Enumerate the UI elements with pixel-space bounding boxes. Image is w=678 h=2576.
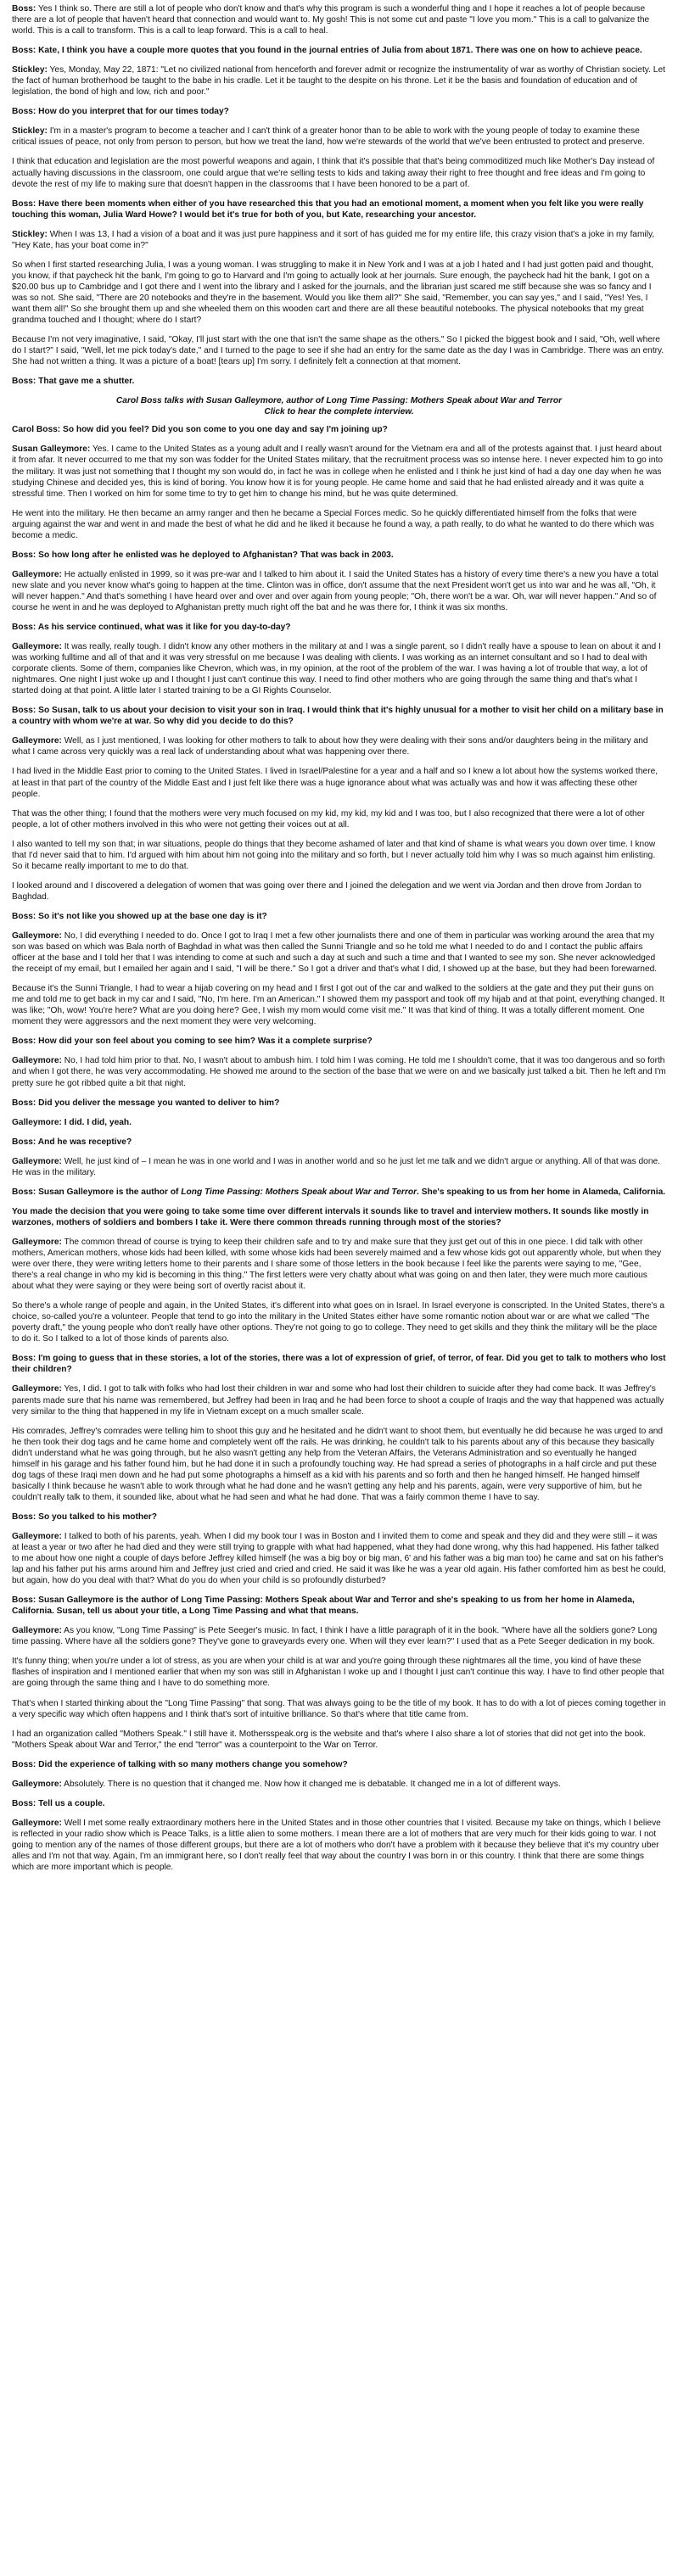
speaker-label: Boss: xyxy=(12,46,36,56)
transcript-paragraph xyxy=(12,126,666,148)
speaker-label: Galleymore: xyxy=(12,931,62,941)
speaker-label: Boss: xyxy=(12,623,36,633)
transcript-paragraph xyxy=(12,983,666,1027)
paragraph-text: No, I had told him prior to that. No, I wasn't about to ambush him. I told him I was coming. He told me I shouldn't come, that it was too dangerous and so forth and when I got there, he was very accommodating. He showed me around to the section of the base that we were on and we basically just talked a bit. Then he left and I'm pretty sure he got ribbed quite a bit that night. xyxy=(12,1056,666,1088)
transcript-paragraph xyxy=(12,1625,666,1647)
speaker-label: Boss: xyxy=(12,1512,36,1522)
speaker-label: Stickley: xyxy=(12,126,48,137)
speaker-label: Stickley: xyxy=(12,229,48,239)
transcript-paragraph xyxy=(12,45,666,56)
speaker-label: Galleymore: xyxy=(12,1117,62,1127)
paragraph-text: I had an organization called "Mothers Speak." I still have it. Mothersspeak.org is the website and that's where I also share a lot of stories that did not get into the book. "Mothers Speak about War and Terror," the end "terror" was a counterpoint to the War on Terror. xyxy=(12,1729,647,1750)
paragraph-text: I did. I did, yeah. xyxy=(61,1117,132,1127)
transcript-paragraph xyxy=(12,198,666,221)
transcript-paragraph xyxy=(12,735,666,757)
paragraph-text: How do you interpret that for our times today? xyxy=(36,107,229,117)
paragraph-text: Yes. I came to the United States as a young adult and I really wasn't around for the Vietnam era and all of the protests against that. I just heard about it from afar. It never occurred to me that my son was fodder for the United States military, that the recruitment process was so intense here. I never expected him to go into the military. It was just not something that I thought my son would do, in fact he was in college when he enlisted and I think he just kind of had a day one day when he was studying Chinese and decided yes, this is kind of boring. You know how it is for young people. He came home and said that he had enlisted already and it was quite a stressful time. Then I worked on him for some time to try to get him to change his mind, but he was quite determined. xyxy=(12,444,664,499)
transcript-paragraph xyxy=(12,1237,666,1292)
speaker-label: Galleymore: xyxy=(12,1384,62,1394)
transcript-paragraph xyxy=(12,229,666,251)
speaker-label: Galleymore: xyxy=(12,1531,62,1541)
speaker-label: Boss: xyxy=(12,1354,36,1364)
paragraph-text: No, I did everything I needed to do. Once I got to Iraq I met a few other journalists there and one of them in particular was working around the area that my son was based on which was Bala north of Baghdad in what was then called the Sunni Triangle and so he told me what I needed to do and I contact the public affairs officer at the base and I told her that I was intending to come at such and such a day at such and such a time and that I wanted to see my son. She never acknowledged the receipt of my email, but I emailed her again and I said, "I will be there." So I got a driver and that's what I did, I showed up at the base, but they had been forewarned. xyxy=(12,931,658,975)
paragraph-text: Susan Galleymore is the author of Long Time Passing: Mothers Speak about War and Terror and she's speaking to us from her home in Alameda, California. Susan, tell us about your title, a Long Time Passing and what that means. xyxy=(12,1595,635,1617)
transcript-paragraph xyxy=(12,106,666,117)
paragraph-text: It's funny thing; when you're under a lot of stress, as you are when your child is at war and you're going through these nightmares all the time, you kind of have these flashes of inspiration and I mentioned earlier that when my son was still in Afghanistan I woke up and I thought I just can't continue this way. I have to find other people that are going through the same thing and I have to do something more. xyxy=(12,1657,664,1689)
transcript-paragraph xyxy=(12,1353,666,1375)
paragraph-text: He actually enlisted in 1999, so it was pre-war and I talked to him about it. I said the United States has a history of every time there's a new you have a total new slate and you never know what's going to happen at the time. Clinton was in office, don't assume that the next President won't get us into war and he was all, "Oh, it will never happen." And that's something I have heard over and over and over again from young people; "Oh, there won't be a war. Oh, war will never happen." And so of course he went in and he was deployed to Afghanistan pretty much right off the bat and he was there for, I think it was six months. xyxy=(12,569,658,612)
paragraph-text: So when I first started researching Julia, I was a young woman. I was struggling to make it in New York and I was at a job I hated and I had just gotten paid and thought, you know, if that paycheck hit the bank, I'm going to go to Harvard and I'm going to actually look at her journals. Sure enough, the paycheck had hit the bank, I got on a $20.00 bus up to Cambridge and I got there and I went into the library and I asked for the journals, and the librarian just scared me stiff because she was so fancy and I was so not. She said, "There are 20 notebooks and they're in the basement. Would you like them all?" She said, "Remember, you can say yes," and I said, "Yes! Yes, I want them all!" So she brought them up and she wheeled them on this wooden cart and there are all these beautiful notebooks. The physical notebooks that my great grandma touched and I thought; where do I start? xyxy=(12,260,654,326)
speaker-label: Boss: xyxy=(12,1759,36,1769)
transcript-paragraph xyxy=(12,1595,666,1617)
speaker-label: Galleymore: xyxy=(12,1156,62,1166)
speaker-label: Boss: xyxy=(12,1098,36,1108)
host-bio-paragraph xyxy=(12,1187,666,1198)
paragraph-text: Did you deliver the message you wanted to deliver to him? xyxy=(36,1098,280,1108)
paragraph-text: So how did you feel? Did you son come to you one day and say I'm joining up? xyxy=(60,425,388,435)
paragraph-text: I also wanted to tell my son that; in war situations, people do things that they become ashamed of later and that kind of shame is what wears you down over time. I know that I'd never said that to him. I'd argued with him about him not going into the military and so forth, but I never actually told him why I was so much against him enlisting. So it became really important to me to do that. xyxy=(12,839,656,871)
paragraph-text: That gave me a shutter. xyxy=(36,377,135,387)
paragraph-text: Yes, Monday, May 22, 1871: "Let no civilized national from henceforth and forever admit or recognize the instrumentality of war as worthy of Christian society. Let the fact of human brotherhood be taught to the babe in his cradle. Let it be taught to the despite on his throne. Let it be the basis and foundation of education and of legislation, the bond of high and low, rich and poor." xyxy=(12,65,665,98)
transcript-paragraph xyxy=(12,508,666,541)
transcript-paragraph xyxy=(12,1036,666,1047)
speaker-label: Boss: xyxy=(12,1798,36,1808)
paragraph-text: It was really, really tough. I didn't know any other mothers in the military at and I was a single parent, so I didn't really have a spouse to lean on about it and I was working fulltime and all of that and it was very stressful on me because I was dealing with clients. I was working as an internet consultant and so I had to deal with corporate clients. Some of them, companies like Chevron, which was, in my opinion, at the root of the problem of the war. I was having a lot of trouble that way, a lot of nightmares. One night I just woke up and I thought I just can't continue this way. I need to find other mothers who are going through the same thing and that's what I started doing at that point. A little later I started training to be a GI Rights Counselor. xyxy=(12,642,661,696)
transcript-paragraph xyxy=(12,424,666,435)
paragraph-text: Well I met some really extraordinary mothers here in the United States and in those other countries that I visited. Because my take on things, which I believe is reflected in your radio show which is Peace Talks, is a little alien to some mothers. I mean there are a lot of mothers that are very much for their kids going to war. I not going to mention any of the names of those different groups, but there are a lot of mothers who don't have a problem with it because they believe that it's my country uber alles and I'm not that way. Again, I'm an immigrant here, so I don't really feel that way about the country I was born in or this country. I think that there are some things which are more important which is people. xyxy=(12,1818,661,1873)
paragraph-text: I had lived in the Middle East prior to coming to the United States. I lived in Israel/Palestine for a year and a half and so I knew a lot about how the systems worked there, at least in that part of the country of the Middle East and I just felt like there was a huge ignorance about what was actually was and how it was affecting these other people. xyxy=(12,767,658,799)
book-title: Long Time Passing: Mothers Speak about War and Terror xyxy=(326,396,563,406)
transcript-paragraph xyxy=(12,1656,666,1689)
transcript-paragraph xyxy=(12,930,666,975)
paragraph-text: So Susan, talk to us about your decision to visit your son in Iraq. I would think that it's highly unusual for a mother to visit her child on a military base in a country with whom we're at war. So why did you decide to do this? xyxy=(12,706,664,727)
transcript-paragraph xyxy=(12,260,666,326)
speaker-label: Stickley: xyxy=(12,65,48,75)
transcript-paragraph xyxy=(12,1798,666,1809)
transcript-paragraph xyxy=(12,1383,666,1417)
speaker-label: Galleymore: xyxy=(12,1818,62,1828)
paragraph-text: I think that education and legislation are the most powerful weapons and again, I think that it's possible that that's being commoditized much like Mother's Day instead of actually having discussions in the classroom, one could argue that we're selling tests to kids and taking away their right to free thought and free ideas and I'm going to devote the rest of my life to making sure that doesn't happen in the classrooms that I have been honored to be a part of. xyxy=(12,157,655,189)
transcript-paragraph xyxy=(12,1779,666,1790)
speaker-label: Galleymore: xyxy=(12,569,62,579)
speaker-label: Boss: xyxy=(12,1595,36,1606)
speaker-label: Boss: xyxy=(12,1137,36,1147)
transcript-paragraph xyxy=(12,569,666,613)
speaker-label: Boss: xyxy=(12,377,36,387)
interview-heading-line xyxy=(12,395,666,406)
transcript-paragraph xyxy=(12,156,666,189)
transcript-paragraph xyxy=(12,1137,666,1148)
speaker-label: Boss: xyxy=(12,706,36,716)
paragraph-text: Absolutely. There is no question that it changed me. Now how it changed me is debatable. It changed me in a lot of different ways. xyxy=(61,1779,561,1789)
transcript-paragraph xyxy=(12,1055,666,1088)
transcript-part-galleymore xyxy=(12,424,666,1177)
transcript-part-galleymore-cont xyxy=(12,1206,666,1873)
speaker-label: Boss: xyxy=(12,550,36,560)
transcript-paragraph xyxy=(12,808,666,830)
paragraph-text: I talked to both of his parents, yeah. When I did my book tour I was in Boston and I invited them to come and speak and they did and they were still – it was at least a year or two after he had died and they were still trying to grapple with what had happened, what they had done wrong, why this had happened. His father talked to me about how one night a couple of days before Jeffrey killed himself (he was a big boy or big man, 6' and his father was a big man too) he came and sat on his father's lap and his father put his arms around him and Jeffrey just cried and cried and cried. He said it was like he was a year old again. His father comforted him as best he could, but again, how do you deal with that? What do you do when your child is so profoundly disturbed? xyxy=(12,1531,666,1586)
paragraph-text: When I was 13, I had a vision of a boat and it was just pure happiness and it sort of has guided me for my entire life, this crazy vision that's a joke in my family, "Hey Kate, has your boat come in?" xyxy=(12,229,655,250)
paragraph-text: Yes, I did. I got to talk with folks who had lost their children in war and some who had lost their children to suicide after they had come back. It was Jeffrey's parents made sure that his name was remembered, but Jeffrey had been in Iraq and he had been force to shoot a couple of Iraqis and the way that happened was actually very similar to the thing that happened in my life in Vietnam except on a much smaller scale. xyxy=(12,1384,664,1417)
speaker-label: Boss: xyxy=(12,911,36,921)
paragraph-text: Have there been moments when either of you have researched this that you had an emotional moment, a moment when you felt like you were really touching this woman, Julia Ward Howe? I would bet it's true for both of you, but Kate, researching your ancestor. xyxy=(12,198,644,220)
paragraph-text: Well, he just kind of – I mean he was in one world and I was in another world and so he just let me talk and we didn't argue or anything. All of that was done. He was in the military. xyxy=(12,1156,660,1177)
transcript-paragraph xyxy=(12,1512,666,1523)
speaker-label: Galleymore: xyxy=(12,1056,62,1066)
paragraph-text: Yes I think so. There are still a lot of people who don't know and that's why this program is such a wonderful thing and I hope it reaches a lot of people because there are a lot of people that haven't heard that connection and would want to. My gosh! This is not some cut and paste "I love you mom." This is a call to galvanize the world. This is a call to transform. This is a call to leap forward. This is a call to heal. xyxy=(12,4,650,36)
bio-prefix: Boss: Susan Galleymore is the author of xyxy=(12,1187,182,1197)
bio-book-title: Long Time Passing: Mothers Speak about War and Terror xyxy=(181,1187,417,1197)
transcript-paragraph xyxy=(12,1531,666,1586)
heading-prefix: Carol Boss talks with Susan Galleymore, author of xyxy=(115,396,327,406)
transcript-paragraph xyxy=(12,1156,666,1178)
speaker-label: Boss: xyxy=(12,4,36,14)
transcript-paragraph xyxy=(12,444,666,499)
speaker-label: Susan Galleymore: xyxy=(12,444,91,455)
transcript-paragraph xyxy=(12,705,666,727)
transcript-paragraph xyxy=(12,3,666,36)
speaker-label: Galleymore: xyxy=(12,1779,62,1789)
transcript-paragraph xyxy=(12,839,666,872)
paragraph-text: Because it's the Sunni Triangle, I had to wear a hijab covering on my head and I first I got out of the car and walked to the soldiers at the gate and they put their guns on me and told me to get back in my car and I said, "No, I'm here. I'm an American." I showed them my passport and took off my hijab and at that point, everything changed. It was like; "Oh, wow! You're here? What are you doing here? Gee, I wish my mom would come visit me." It was that kind of thing. It was a totally different moment. One moment they were aggressors and the next moment they were very welcoming. xyxy=(12,984,665,1027)
paragraph-text: You made the decision that you were going to take some time over different intervals it sounds like to travel and interview mothers. It sounds like mostly in warzones, mothers of soldiers and bombers I take it. Were there common threads running through most of the stories? xyxy=(12,1206,649,1227)
paragraph-text: How did your son feel about you coming to see him? Was it a complete surprise? xyxy=(36,1037,373,1047)
transcript-paragraph xyxy=(12,641,666,696)
paragraph-text: The common thread of course is trying to keep their children safe and to try and make sure that they just get out of this in one piece. I did talk with other mothers, American mothers, whose kids had been killed, with some whose kids had been severely maimed and a few whose kids got out apparently whole, but when they were over there, they were writing letters home to their parents and I share some of those letters in the book because I feel like the parents were saying to me, "Gee, there's a real change in who my kid is becoming in this thing." The first letters were very chatty about what was going on and then later, they were much more cautious about what they were saying or they were being sort of overtly racist about it. xyxy=(12,1237,662,1292)
paragraph-text: I'm going to guess that in these stories, a lot of the stories, there was a lot of expression of grief, of terror, of fear. Did you get to talk to mothers who lost their children? xyxy=(12,1354,666,1375)
transcript-paragraph xyxy=(12,1098,666,1109)
paragraph-text: Did the experience of talking with so many mothers change you somehow? xyxy=(36,1759,348,1769)
transcript-paragraph xyxy=(12,1759,666,1770)
listen-complete-interview-link[interactable]: Click to hear the complete interview. xyxy=(264,407,414,417)
speaker-label: Galleymore: xyxy=(12,736,62,746)
transcript-paragraph xyxy=(12,622,666,633)
transcript-paragraph xyxy=(12,911,666,922)
paragraph-text: As you know, "Long Time Passing" is Pete Seeger's music. In fact, I think I have a little paragraph of it in the book. "Where have all the soldiers gone? Long time passing. Where have all the soldiers gone? They've gone to graveyards every one. When will they ever learn?" I used that as a Pete Seeger dedication in my book. xyxy=(12,1626,658,1647)
transcript-paragraph xyxy=(12,1426,666,1503)
paragraph-text: That was the other thing; I found that the mothers were very much focused on my kid, my kid, my kid and I was too, but I also recognized that there were a lot of other people, a lot of other mothers involved in this who were not getting their voices out at all. xyxy=(12,808,645,830)
transcript-paragraph xyxy=(12,1300,666,1344)
paragraph-text: Because I'm not very imaginative, I said, "Okay, I'll just start with the one that isn't the same shape as the others." So I picked the biggest book and I said, "Oh, well where do I start?" I said, "Well, let me pick today's date," and I turned to the page to see if she had an entry for the same date as the day I was in Cambridge. There was an entry. She had not written a thing. It was a picture of a boat! [tears up] I'm sorry. I definitely felt a connection at that moment. xyxy=(12,335,664,367)
paragraph-text: That's when I started thinking about the "Long Time Passing" that song. That was always going to be the title of my book. It has to do with a lot of pieces coming together in a very specific way which often happens and I think that's sort of intuitive brilliance. So that's where that title came from. xyxy=(12,1698,666,1719)
paragraph-text: So you talked to his mother? xyxy=(36,1512,157,1522)
speaker-label: Boss: xyxy=(12,198,36,209)
transcript-paragraph xyxy=(12,1729,666,1751)
paragraph-text: So how long after he enlisted was he deployed to Afghanistan? That was back in 2003. xyxy=(36,550,394,560)
transcript-paragraph xyxy=(12,1206,666,1228)
transcript-paragraph xyxy=(12,1117,666,1128)
interview-heading xyxy=(12,395,666,417)
transcript-part-stickley xyxy=(12,3,666,387)
speaker-label: Boss: xyxy=(12,107,36,117)
speaker-label: Galleymore: xyxy=(12,642,62,652)
speaker-label: Galleymore: xyxy=(12,1237,62,1247)
speaker-label: Carol Boss: xyxy=(12,425,61,435)
speaker-label: Galleymore: xyxy=(12,1626,62,1636)
paragraph-text: And he was receptive? xyxy=(36,1137,132,1147)
bio-suffix: . She's speaking to us from her home in Alameda, California. xyxy=(417,1187,666,1197)
paragraph-text: Well, as I just mentioned, I was looking for other mothers to talk to about how they were dealing with their sons and/or daughters being in the military and what I came across very quickly was a real lack of understanding about what was happening over there. xyxy=(12,736,648,757)
transcript-paragraph xyxy=(12,1818,666,1873)
paragraph-text: So it's not like you showed up at the base one day is it? xyxy=(36,911,267,921)
transcript-paragraph xyxy=(12,64,666,98)
paragraph-text: I looked around and I discovered a delegation of women that was going over there and I joined the delegation and we went via Jordan and then drove from Jordan to Baghdad. xyxy=(12,880,642,902)
transcript-paragraph xyxy=(12,880,666,902)
paragraph-text: Kate, I think you have a couple more quotes that you found in the journal entries of Julia from about 1871. There was one on how to achieve peace. xyxy=(36,46,642,56)
paragraph-text: So there's a whole range of people and again, in the United States, it's different into what goes on in Israel. In Israel everyone is conscripted. In the United States, there's a choice, so-called you're a volunteer. People that tend to go into the military in the United States either have some romantic notion about war or are what we called "The poverty draft," the young people who don't really have other options. They're not going to go to college. They need to get skills and they think the military will be the place to do it. So I talked to a lot of those kinds of parents also. xyxy=(12,1301,665,1344)
transcript-paragraph xyxy=(12,1698,666,1720)
transcript-paragraph xyxy=(12,376,666,387)
speaker-label: Boss: xyxy=(12,1037,36,1047)
paragraph-text: He went into the military. He then became an army ranger and then he became a Special Forces medic. So he quickly differentiated himself from the folks that were arguing against the war and went in and made the best of what he did and he liked it because he found a way, a path really, to do what he wanted to do there which was become a medic. xyxy=(12,508,654,540)
transcript-paragraph xyxy=(12,766,666,799)
paragraph-text: As his service continued, what was it like for you day-to-day? xyxy=(36,623,291,633)
paragraph-text: Tell us a couple. xyxy=(36,1798,105,1808)
paragraph-text: His comrades, Jeffrey's comrades were telling him to shoot this guy and he hesitated and he didn't want to shoot them, but eventually he did because he was urged to and he then took their dog tags and he came home and completely went off the rails. He was drinking, he couldn't talk to his parents about any of this because they basically didn't understand what he was going through, but he also wasn't getting any help from the Veteran Affairs, the Veterans Administration and so eventually he hanged himself in his garage and his father found him, but he had done it in such a profoundly touching way. He had spread a series of photographs in a half circle and put these dog tags of these Iraqi men down and he had put some photographs a himself as a kid with his parents and so forth and then he hanged himself. He hanged himself basically I think because he wasn't able to work through what he had done and he wasn't getting any help and his parents, again, were very supportive of him, but he couldn't really talk to them, it sounded like, about what he had seen and what he had done. That was a fairly common theme I have to say. xyxy=(12,1426,664,1502)
paragraph-text: I'm in a master's program to become a teacher and I can't think of a greater honor than to be able to work with the young people of today to examine these critical issues of peace, not only from person to person, but how we treat the land, how we're stewards of the world that we've been entrusted to protect and preserve. xyxy=(12,126,645,148)
transcript-paragraph xyxy=(12,334,666,367)
transcript-paragraph xyxy=(12,550,666,561)
